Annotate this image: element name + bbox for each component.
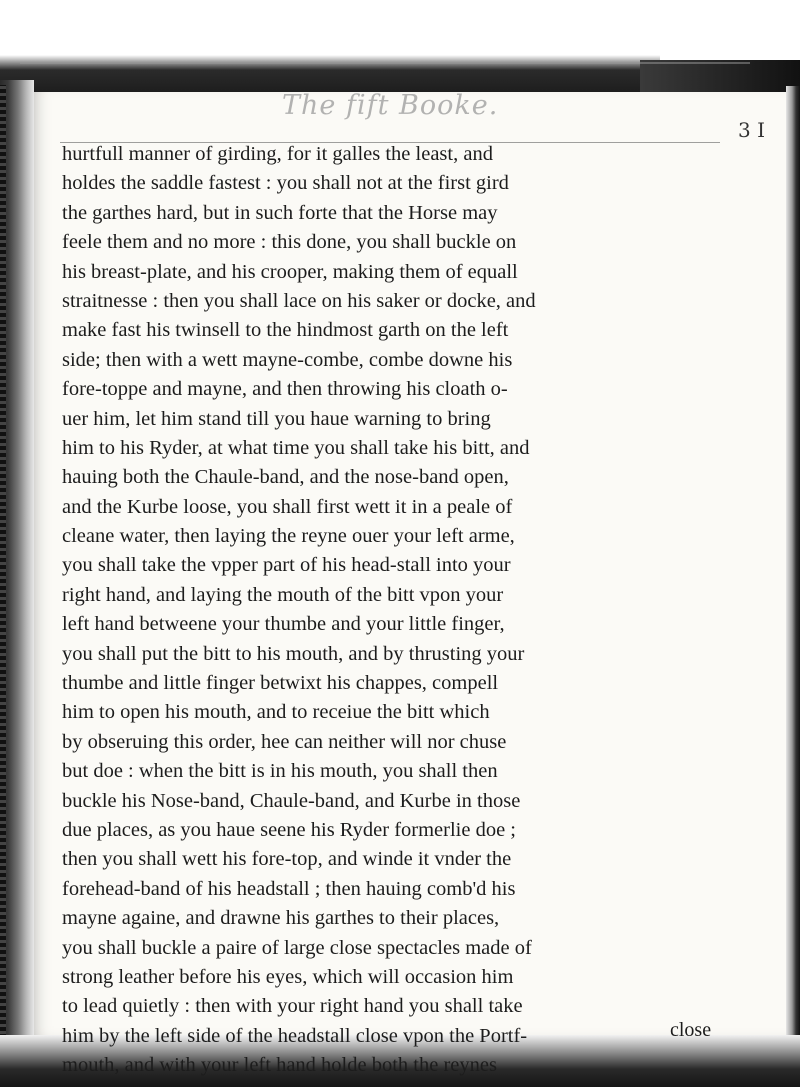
text-line: his breast-plate, and his crooper, making them of equall: [62, 260, 518, 283]
scan-border-left-edge: [0, 85, 6, 1087]
text-line: mayne againe, and drawne his garthes to their places,: [62, 907, 500, 930]
text-line: buckle his Nose-band, Chaule-band, and Kurbe in those: [62, 789, 521, 812]
text-line: by obseruing this order, hee can neither will nor chuse: [62, 730, 507, 753]
running-head: The fift Booke.: [282, 90, 499, 121]
text-line: him by the left side of the headstall close vpon the Portf-: [62, 1024, 528, 1047]
text-line: him to his Ryder, at what time you shall take his bitt, and: [62, 436, 530, 459]
text-line: side; then with a wett mayne-combe, combe downe his: [62, 348, 513, 371]
text-line: mouth, and with your left hand holde both the reynes: [62, 1054, 497, 1077]
scan-border-top-right-shadow: [640, 60, 800, 92]
text-line: and the Kurbe loose, you shall first wett it in a peale of: [62, 495, 513, 518]
text-line: you shall take the vpper part of his head-stall into your: [62, 554, 511, 577]
text-line: forehead-band of his headstall ; then hauing comb'd his: [62, 877, 516, 900]
catchword: close: [670, 1019, 712, 1041]
text-line: uer him, let him stand till you haue warning to bring: [62, 407, 491, 430]
text-line: to lead quietly : then with your right hand you shall take: [62, 995, 523, 1018]
text-line: feele them and no more : this done, you shall buckle on: [62, 231, 517, 254]
text-line: then you shall wett his fore-top, and winde it vnder the: [62, 848, 512, 871]
text-line: you shall buckle a paire of large close spectacles made of: [62, 936, 532, 959]
text-line: you shall put the bitt to his mouth, and by thrusting your: [62, 642, 525, 665]
scan-border-right: [786, 86, 800, 1087]
text-line: right hand, and laying the mouth of the bitt vpon your: [62, 583, 504, 606]
text-line: strong leather before his eyes, which will occasion him: [62, 965, 514, 988]
text-line: make fast his twinsell to the hindmost garth on the left: [62, 319, 509, 342]
text-line: him to open his mouth, and to receiue the bitt which: [62, 701, 490, 724]
text-line: straitnesse : then you shall lace on his saker or docke, and: [62, 289, 536, 312]
page-number: 3 I: [738, 118, 765, 142]
text-line: but doe : when the bitt is in his mouth, you shall then: [62, 760, 498, 783]
text-line: the garthes hard, but in such forte that the Horse may: [62, 201, 498, 224]
text-line: cleane water, then laying the reyne ouer your left arme,: [62, 525, 515, 548]
text-line: due places, as you haue seene his Ryder formerlie doe ;: [62, 818, 517, 841]
text-line: fore-toppe and mayne, and then throwing his cloath o-: [62, 378, 508, 401]
text-line: hauing both the Chaule-band, and the nose-band open,: [62, 466, 509, 489]
text-line: hurtfull manner of girding, for it galles the least, and: [62, 143, 493, 165]
text-line: left hand betweene your thumbe and your little finger,: [62, 613, 505, 636]
top-edge-line: [20, 62, 750, 64]
body-text: [62, 140, 722, 1081]
text-line: holdes the saddle fastest : you shall not at the first gird: [62, 172, 509, 195]
text-line: thumbe and little finger betwixt his chappes, compell: [62, 672, 499, 695]
